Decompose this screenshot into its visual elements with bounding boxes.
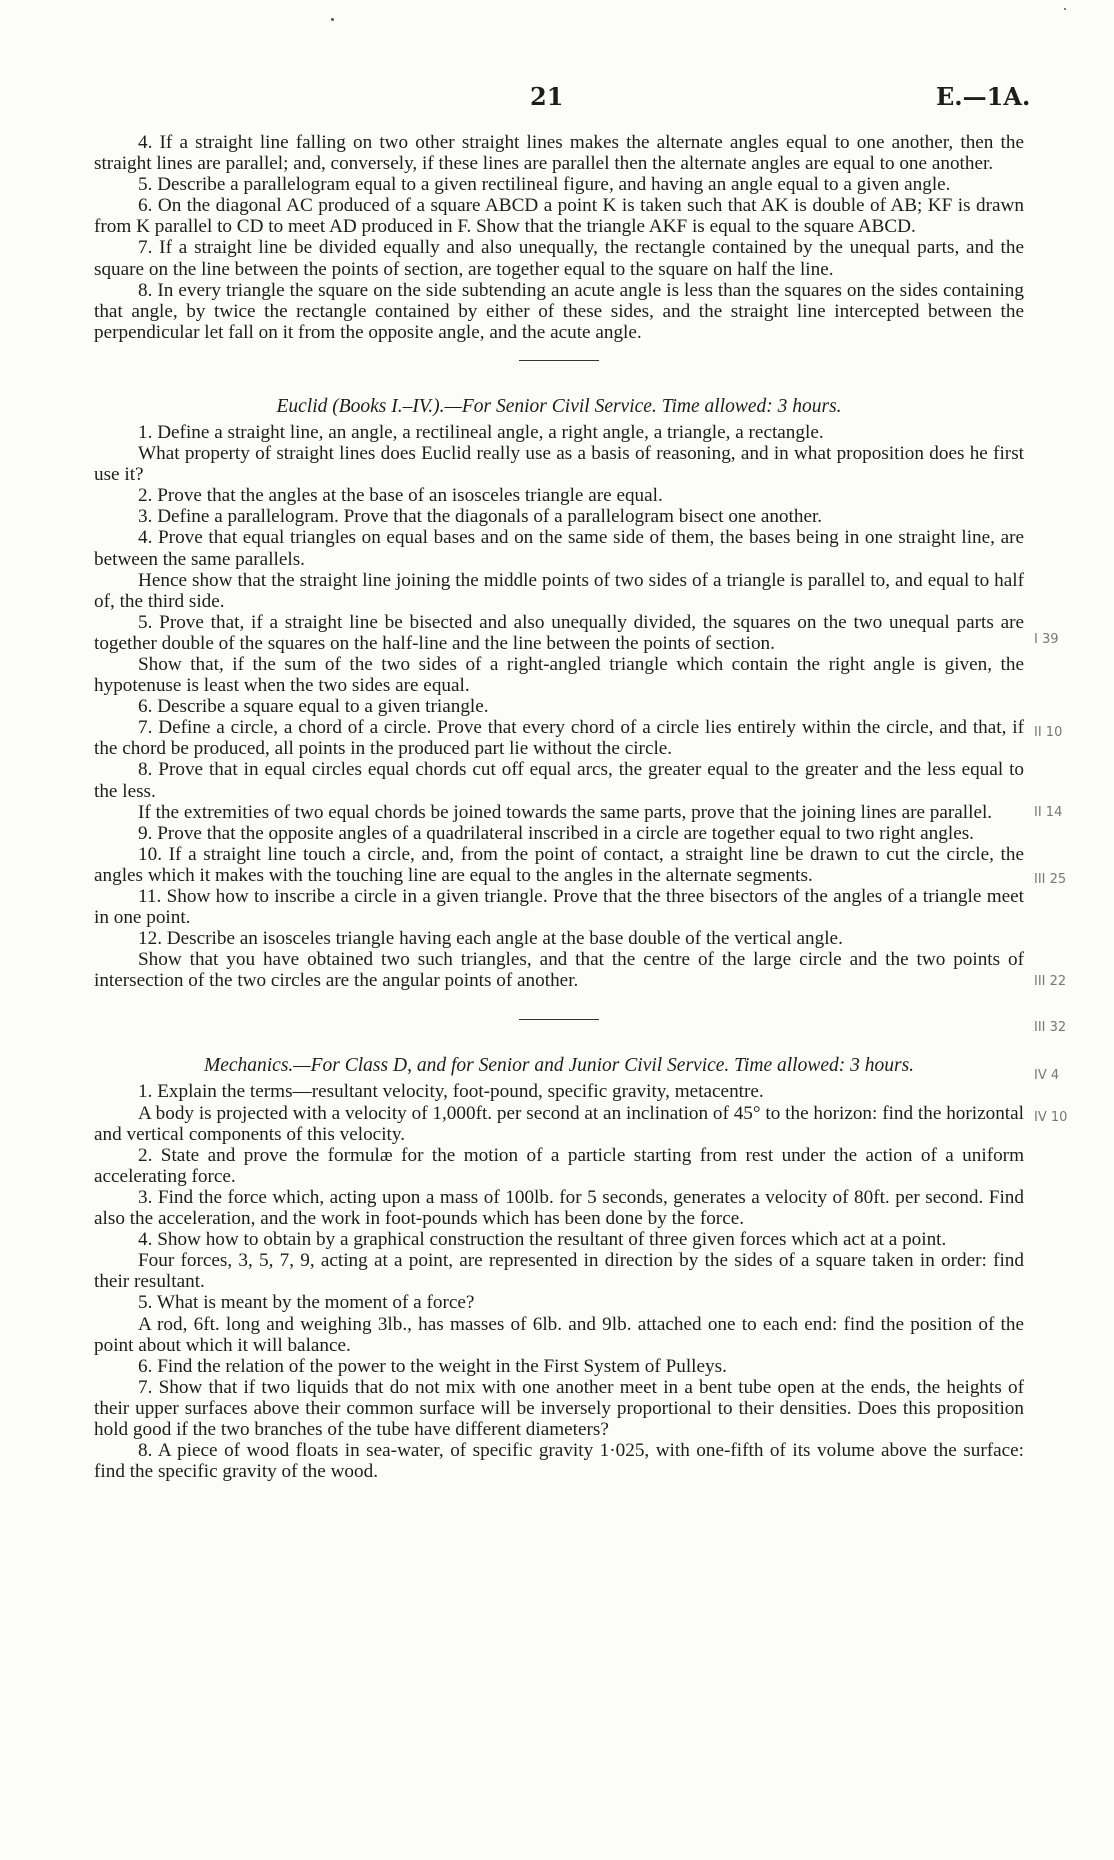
handwritten-margin-notes (1034, 560, 1104, 1160)
series-code: E.—1A. (936, 82, 1031, 111)
margin-note: IV 4 (1034, 1068, 1060, 1083)
paragraph: 6. Describe a square equal to a given triangle. (138, 696, 489, 718)
paragraph: 6. Find the relation of the power to the weight in the First System of Pulleys. (138, 1355, 727, 1377)
paragraph: 3. Define a parallelogram. Prove that the diagonals of a parallelogram bisect one another. (138, 506, 823, 528)
paragraph: 11. Show how to inscribe a circle in a given triangle. Prove that the three bisectors of the angles of a triangle meet in one point. (94, 886, 1024, 929)
paragraph: 5. What is meant by the moment of a force? (138, 1292, 475, 1314)
paragraph: 3. Find the force which, acting upon a mass of 100lb. for 5 seconds, generates a velocity of 80ft. per second. Find also the acceleration, and the work in foot-pounds which has been done by the force. (94, 1186, 1024, 1230)
paragraph: 9. Prove that the opposite angles of a quadrilateral inscribed in a circle are together equal to two right angles. (138, 822, 974, 844)
paragraph: 4. Prove that equal triangles on equal bases and on the same side of them, the bases being in one straight line, are between the same parallels. (94, 527, 1024, 570)
paragraph: 5. Describe a parallelogram equal to a given rectilineal figure, and having an angle equal to a given angle. (138, 174, 951, 196)
paragraph: 7. Show that if two liquids that do not mix with one another meet in a bent tube open at the ends, the heights of their upper surfaces above their common surface will be inversely proportional to their densities. Does this proposition hold good if the two branches of the tube have different diameters? (94, 1376, 1024, 1440)
margin-note: II 10 (1034, 725, 1063, 740)
paragraph: A body is projected with a velocity of 1,000ft. per second at an inclination of 45° to the horizon: find the horizontal and vertical components of this velocity. (94, 1102, 1024, 1145)
paragraph: Hence show that the straight line joining the middle points of two sides of a triangle is parallel to, and equal to half of, the third side. (94, 569, 1024, 612)
paragraph: 7. Define a circle, a chord of a circle. Prove that every chord of a circle lies entirely within the circle, and that, if the chord be produced, all points in the produced part lie without the circle. (94, 717, 1024, 760)
section-title: Euclid (Books I.–IV.).—For Senior Civil Service. Time allowed: 3 hours. (276, 395, 842, 417)
paragraph: 7. If a straight line be divided equally and also unequally, the rectangle contained by the unequal parts, and the square on the line between the points of section, are together equal to the square on half the line. (94, 237, 1024, 280)
paragraph: 1. Explain the terms—resultant velocity, foot-pound, specific gravity, metacentre. (138, 1081, 764, 1103)
paragraph: 12. Describe an isosceles triangle having each angle at the base double of the vertical angle. (138, 928, 843, 950)
margin-note: I 39 (1034, 632, 1059, 647)
paragraph: 2. Prove that the angles at the base of an isosceles triangle are equal. (138, 485, 663, 507)
section-euclid (94, 395, 1024, 992)
margin-note: II 14 (1034, 805, 1063, 820)
paragraph: 8. In every triangle the square on the side subtending an acute angle is less than the squares on the sides containing that angle, by twice the rectangle contained by either of these sides, and the straight line intercepted between the perpendicular let fall on it from the opposite angle, and the acute angle. (94, 279, 1024, 343)
margin-note: III 25 (1034, 872, 1067, 887)
section-title: Mechanics.—For Class D, and for Senior and Junior Civil Service. Time allowed: 3 hours. (203, 1055, 915, 1077)
section-divider (519, 360, 599, 361)
section-mechanics (94, 1054, 1024, 1482)
paragraph: A rod, 6ft. long and weighing 3lb., has masses of 6lb. and 9lb. attached one to each end: find the position of the point about which it will balance. (94, 1313, 1024, 1356)
paragraph: What property of straight lines does Euclid really use as a basis of reasoning, and in what proposition does he first use it? (94, 443, 1024, 486)
paragraph: If the extremities of two equal chords be joined towards the same parts, prove that the joining lines are parallel. (138, 801, 993, 823)
paragraph: 1. Define a straight line, an angle, a rectilineal angle, a right angle, a triangle, a rectangle. (138, 421, 824, 443)
body-text (94, 132, 1024, 1482)
page-number: 21 (530, 82, 564, 111)
paragraph: 5. Prove that, if a straight line be bisected and also unequally divided, the squares on the two unequal parts are together double of the squares on the half-line and the line between the points of section. (94, 611, 1024, 654)
paragraph: 2. State and prove the formulæ for the motion of a particle starting from rest under the action of a uniform accelerating force. (94, 1144, 1024, 1187)
section-divider (519, 1019, 599, 1020)
margin-note: III 22 (1034, 974, 1067, 989)
paragraph: 4. Show how to obtain by a graphical construction the resultant of three given forces which act at a point. (138, 1229, 947, 1251)
margin-note: III 32 (1034, 1020, 1067, 1035)
paragraph: Show that you have obtained two such triangles, and that the centre of the large circle and the two points of intersection of the two circles are the angular points of another. (94, 949, 1024, 992)
paragraph: 8. A piece of wood floats in sea-water, of specific gravity 1·025, with one-fifth of its volume above the surface: find the specific gravity of the wood. (94, 1440, 1024, 1483)
section-continued-questions (94, 132, 1024, 343)
paragraph: 8. Prove that in equal circles equal chords cut off equal arcs, the greater equal to the greater and the less equal to the less. (94, 759, 1024, 802)
paragraph: 4. If a straight line falling on two other straight lines makes the alternate angles equal to one another, then the straight lines are parallel; and, conversely, if these lines are parallel then the alternate angles are equal to one another. (94, 132, 1024, 175)
paragraph: Four forces, 3, 5, 7, 9, acting at a point, are represented in direction by the sides of a square taken in order: find their resultant. (94, 1250, 1024, 1293)
margin-note: IV 10 (1034, 1110, 1068, 1125)
paragraph: 6. On the diagonal AC produced of a square ABCD a point K is taken such that AK is double of AB; KF is drawn from K parallel to CD to meet AD produced in F. Show that the triangle AKF is equal to the square ABCD. (94, 195, 1024, 238)
paragraph: 10. If a straight line touch a circle, and, from the point of contact, a straight line be drawn to cut the circle, the angles which it makes with the touching line are equal to the angles in the alternate segments. (94, 843, 1024, 886)
paragraph: Show that, if the sum of the two sides of a right-angled triangle which contain the right angle is given, the hypotenuse is least when the two sides are equal. (94, 653, 1024, 697)
